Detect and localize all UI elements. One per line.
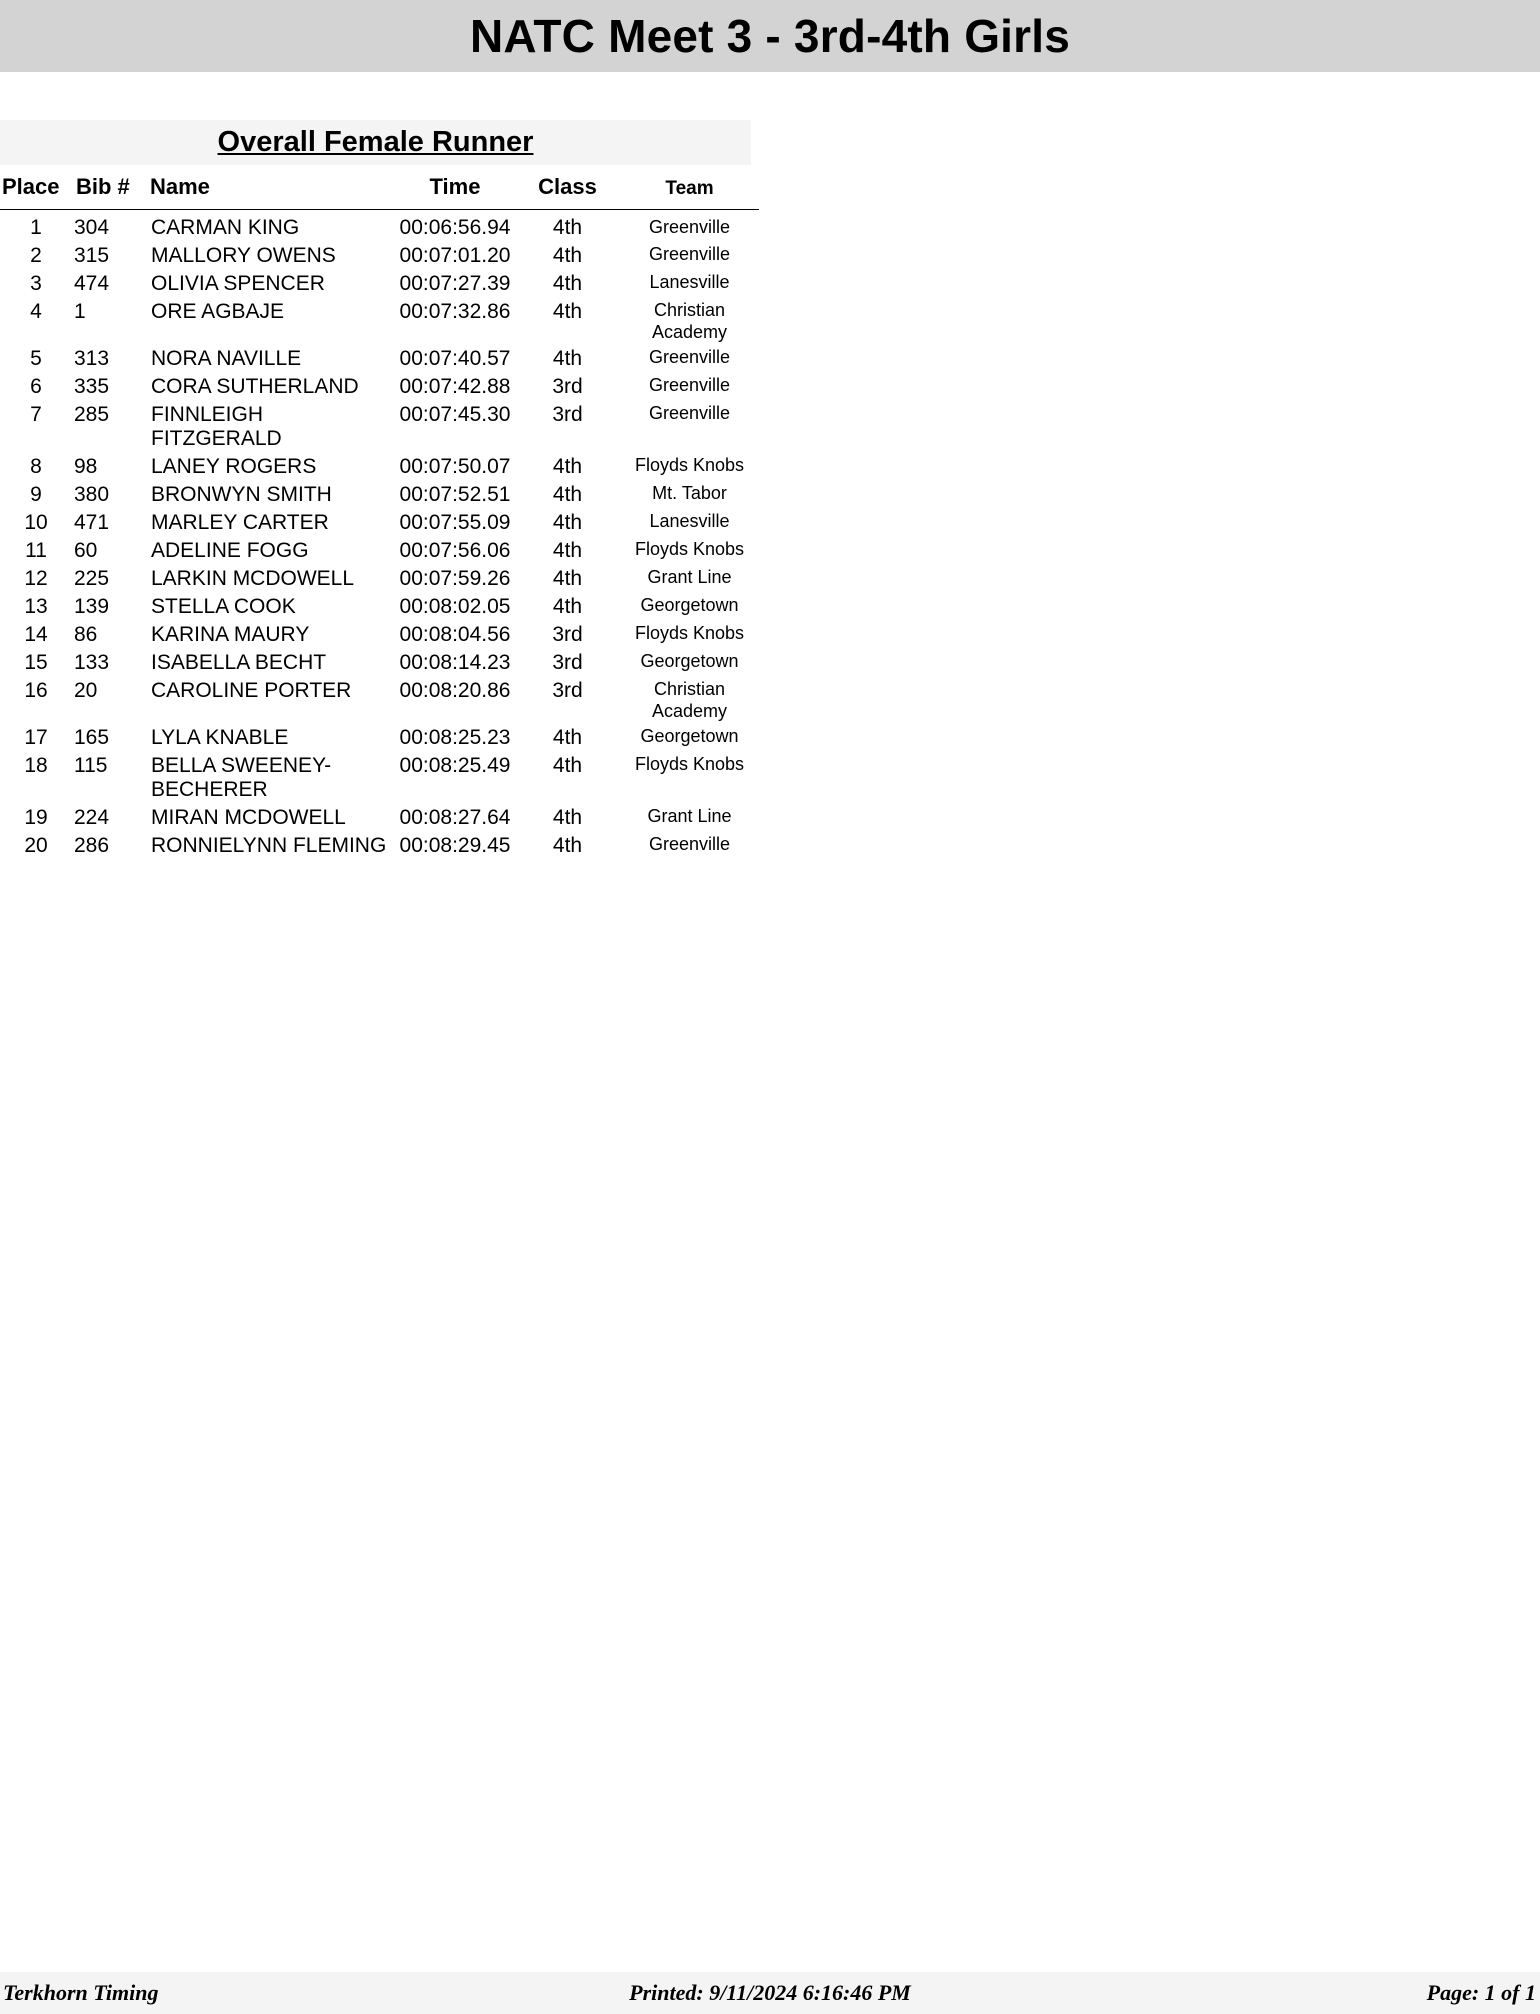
cell-name: MIRAN MCDOWELL [151,806,346,829]
cell-place: 9 [30,483,42,506]
cell-time: 00:07:50.07 [399,455,511,478]
cell-time: 00:08:29.45 [399,834,511,857]
cell-team: Greenville [648,403,731,423]
cell-place: 8 [30,455,42,478]
cell-class: 4th [552,595,583,618]
cell-bib: 165 [74,726,110,749]
cell-bib: 286 [74,834,110,857]
table-row [0,296,759,343]
cell-bib: 20 [74,679,98,702]
cell-team: Floyds Knobs [634,754,745,774]
cell-place: 7 [30,403,42,426]
cell-time: 00:07:52.51 [399,483,511,506]
cell-team: Georgetown [640,651,739,671]
cell-class: 4th [552,539,583,562]
cell-time: 00:08:14.23 [399,651,511,674]
table-row [0,675,759,722]
table-header-row [0,165,759,210]
cell-team: Christian Academy [651,300,728,342]
cell-name: CORA SUTHERLAND [151,375,359,398]
cell-team: Georgetown [640,726,739,746]
cell-class: 4th [552,726,583,749]
column-header-class: Class [515,165,620,210]
table-row [0,371,759,399]
cell-class: 3rd [552,403,583,426]
cell-bib: 304 [74,216,110,239]
table-row [0,210,759,241]
cell-time: 00:08:25.49 [399,754,511,777]
cell-name: NORA NAVILLE [151,347,302,370]
cell-place: 15 [24,651,48,674]
cell-bib: 224 [74,806,110,829]
cell-class: 4th [552,272,583,295]
cell-bib: 335 [74,375,110,398]
cell-bib: 285 [74,403,110,426]
report-footer [0,1972,1540,2014]
table-row [0,240,759,268]
cell-name: ADELINE FOGG [151,539,309,562]
cell-name: KARINA MAURY [151,623,310,646]
footer-printed-date: Printed: 9/11/2024 6:16:46 PM [629,1980,911,2005]
cell-team: Greenville [648,375,731,395]
table-row [0,830,759,858]
cell-bib: 139 [74,595,110,618]
cell-place: 10 [24,511,48,534]
cell-place: 5 [30,347,42,370]
cell-name: MARLEY CARTER [151,511,329,534]
cell-time: 00:07:42.88 [399,375,511,398]
section-title: Overall Female Runner [0,120,751,165]
column-header-name: Name [148,165,395,210]
cell-name: FINNLEIGH FITZGERALD [151,403,282,450]
cell-place: 6 [30,375,42,398]
cell-time: 00:07:27.39 [399,272,511,295]
cell-place: 16 [24,679,48,702]
cell-place: 12 [24,567,48,590]
cell-class: 3rd [552,375,583,398]
cell-bib: 225 [74,567,110,590]
cell-place: 18 [24,754,48,777]
cell-name: ORE AGBAJE [151,300,285,323]
cell-team: Lanesville [649,511,730,531]
cell-place: 20 [24,834,48,857]
column-header-place: Place [0,165,72,210]
footer-page-number: Page: 1 of 1 [1426,1980,1536,2005]
cell-place: 14 [24,623,48,646]
cell-class: 4th [552,567,583,590]
cell-class: 4th [552,347,583,370]
cell-time: 00:08:04.56 [399,623,511,646]
cell-time: 00:07:40.57 [399,347,511,370]
cell-time: 00:07:55.09 [399,511,511,534]
results-body [0,210,759,859]
cell-bib: 98 [74,455,98,478]
cell-class: 4th [552,483,583,506]
footer-company: Terkhorn Timing [3,1980,159,2005]
cell-team: Greenville [648,244,731,264]
cell-time: 00:08:27.64 [399,806,511,829]
cell-bib: 313 [74,347,110,370]
report-header [0,0,1540,72]
cell-place: 4 [30,300,42,323]
column-header-bib: Bib # [72,165,148,210]
table-row [0,591,759,619]
cell-team: Floyds Knobs [634,623,745,643]
cell-place: 2 [30,244,42,267]
cell-time: 00:08:02.05 [399,595,511,618]
cell-team: Mt. Tabor [652,483,727,503]
cell-class: 3rd [552,623,583,646]
cell-bib: 86 [74,623,98,646]
cell-place: 3 [30,272,42,295]
cell-time: 00:07:01.20 [399,244,511,267]
cell-time: 00:07:45.30 [399,403,511,426]
table-row [0,399,759,451]
cell-bib: 474 [74,272,110,295]
cell-time: 00:08:25.23 [399,726,511,749]
cell-name: LYLA KNABLE [151,726,289,749]
table-row [0,268,759,296]
cell-place: 1 [30,216,42,239]
cell-time: 00:07:32.86 [399,300,511,323]
cell-name: CARMAN KING [151,216,300,239]
cell-place: 11 [25,539,47,562]
table-row [0,563,759,591]
cell-bib: 471 [74,511,110,534]
cell-team: Georgetown [640,595,739,615]
cell-team: Greenville [648,347,731,367]
cell-name: LARKIN MCDOWELL [151,567,355,590]
cell-team: Lanesville [649,272,730,292]
cell-team: Floyds Knobs [634,455,745,475]
cell-class: 4th [552,511,583,534]
cell-class: 4th [552,754,583,777]
cell-bib: 133 [74,651,110,674]
cell-bib: 115 [74,754,108,777]
cell-bib: 60 [74,539,98,562]
cell-time: 00:07:56.06 [399,539,511,562]
results-section [0,120,751,858]
cell-name: STELLA COOK [151,595,296,618]
report-title: NATC Meet 3 - 3rd-4th Girls [469,10,1071,62]
cell-bib: 315 [74,244,110,267]
cell-class: 4th [552,834,583,857]
cell-time: 00:07:59.26 [399,567,511,590]
cell-name: MALLORY OWENS [151,244,336,267]
table-row [0,507,759,535]
cell-team: Floyds Knobs [634,539,745,559]
table-row [0,343,759,371]
cell-class: 3rd [552,679,583,702]
cell-place: 19 [24,806,48,829]
cell-class: 3rd [552,651,583,674]
cell-time: 00:08:20.86 [399,679,511,702]
column-header-time: Time [395,165,515,210]
cell-class: 4th [552,216,583,239]
cell-team: Grant Line [647,806,732,826]
cell-team: Greenville [648,217,731,237]
cell-team: Christian Academy [651,679,728,721]
cell-name: BRONWYN SMITH [151,483,332,506]
table-row [0,451,759,479]
cell-time: 00:06:56.94 [399,216,511,239]
table-row [0,535,759,563]
cell-class: 4th [552,300,583,323]
cell-name: ISABELLA BECHT [151,651,327,674]
cell-team: Greenville [648,834,731,854]
cell-place: 17 [24,726,48,749]
cell-bib: 1 [74,300,86,323]
cell-class: 4th [552,455,583,478]
results-table [0,165,759,858]
cell-place: 13 [24,595,48,618]
cell-bib: 380 [74,483,110,506]
cell-name: LANEY ROGERS [151,455,317,478]
cell-name: OLIVIA SPENCER [151,272,325,295]
table-row [0,647,759,675]
table-row [0,802,759,830]
table-row [0,750,759,802]
cell-name: CAROLINE PORTER [151,679,352,702]
cell-name: RONNIELYNN FLEMING [151,834,387,857]
cell-class: 4th [552,244,583,267]
column-header-team: Team [620,165,759,210]
cell-team: Grant Line [647,567,732,587]
cell-name: BELLA SWEENEY-BECHERER [151,754,332,801]
cell-class: 4th [552,806,583,829]
table-row [0,619,759,647]
table-row [0,479,759,507]
table-row [0,722,759,750]
